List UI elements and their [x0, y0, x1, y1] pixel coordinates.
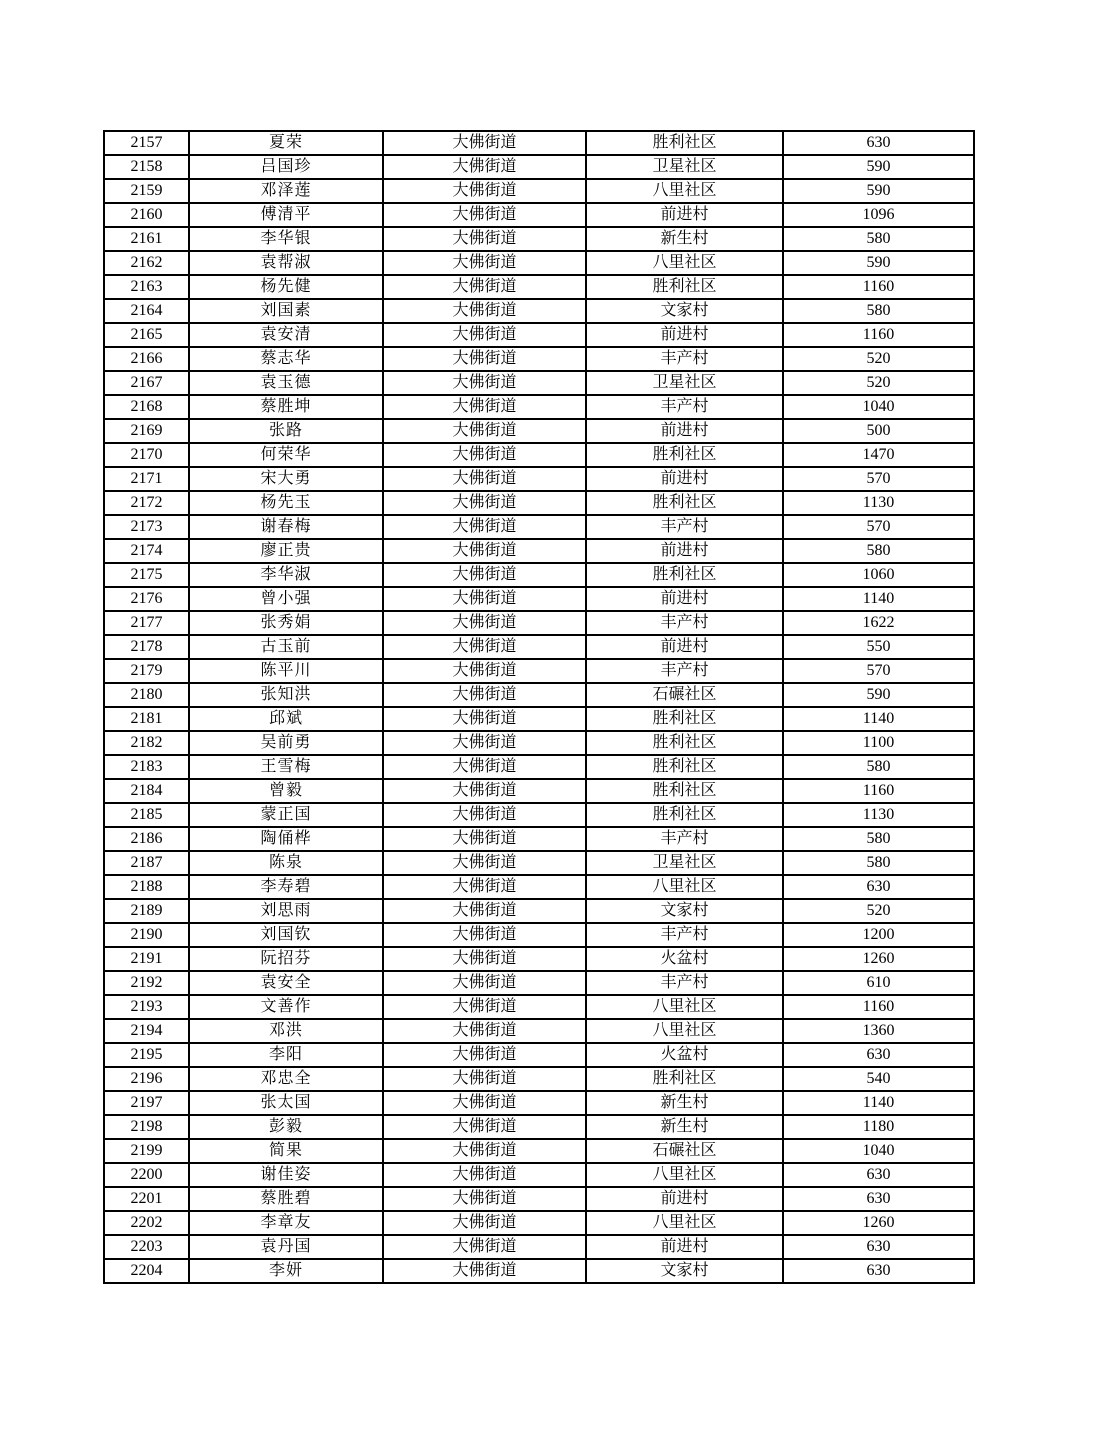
cell-person-name: 吕国珍 [189, 155, 383, 179]
cell-amount: 520 [783, 347, 974, 371]
cell-person-name: 陈泉 [189, 851, 383, 875]
cell-street: 大佛街道 [383, 467, 586, 491]
cell-serial-number: 2164 [104, 299, 189, 323]
cell-street: 大佛街道 [383, 1091, 586, 1115]
table-row [104, 443, 974, 467]
cell-community: 前进村 [586, 1235, 783, 1259]
cell-community: 八里社区 [586, 1163, 783, 1187]
table-row [104, 851, 974, 875]
cell-community: 胜利社区 [586, 491, 783, 515]
cell-amount: 1160 [783, 275, 974, 299]
cell-street: 大佛街道 [383, 251, 586, 275]
cell-amount: 1040 [783, 395, 974, 419]
cell-street: 大佛街道 [383, 419, 586, 443]
cell-serial-number: 2169 [104, 419, 189, 443]
cell-amount: 630 [783, 1163, 974, 1187]
cell-community: 胜利社区 [586, 131, 783, 155]
cell-amount: 1180 [783, 1115, 974, 1139]
table-row [104, 1187, 974, 1211]
table-row [104, 491, 974, 515]
cell-community: 文家村 [586, 299, 783, 323]
roster-table [103, 130, 975, 1284]
cell-amount: 580 [783, 827, 974, 851]
cell-person-name: 蔡胜碧 [189, 1187, 383, 1211]
table-row [104, 395, 974, 419]
cell-amount: 1160 [783, 995, 974, 1019]
cell-serial-number: 2183 [104, 755, 189, 779]
cell-street: 大佛街道 [383, 227, 586, 251]
cell-person-name: 廖正贵 [189, 539, 383, 563]
cell-serial-number: 2175 [104, 563, 189, 587]
table-row [104, 587, 974, 611]
table-row [104, 371, 974, 395]
cell-street: 大佛街道 [383, 707, 586, 731]
cell-street: 大佛街道 [383, 203, 586, 227]
cell-community: 火盆村 [586, 1043, 783, 1067]
cell-amount: 1260 [783, 1211, 974, 1235]
cell-person-name: 袁安清 [189, 323, 383, 347]
cell-community: 石碾社区 [586, 683, 783, 707]
cell-serial-number: 2160 [104, 203, 189, 227]
cell-person-name: 李妍 [189, 1259, 383, 1283]
cell-community: 前进村 [586, 419, 783, 443]
table-row [104, 1259, 974, 1283]
cell-person-name: 蒙正国 [189, 803, 383, 827]
cell-community: 胜利社区 [586, 755, 783, 779]
cell-street: 大佛街道 [383, 323, 586, 347]
cell-community: 卫星社区 [586, 371, 783, 395]
cell-serial-number: 2199 [104, 1139, 189, 1163]
cell-serial-number: 2157 [104, 131, 189, 155]
cell-street: 大佛街道 [383, 1139, 586, 1163]
cell-serial-number: 2195 [104, 1043, 189, 1067]
cell-amount: 1160 [783, 323, 974, 347]
cell-person-name: 张秀娟 [189, 611, 383, 635]
cell-person-name: 蔡胜坤 [189, 395, 383, 419]
cell-person-name: 夏荣 [189, 131, 383, 155]
cell-community: 丰产村 [586, 347, 783, 371]
cell-community: 八里社区 [586, 875, 783, 899]
cell-person-name: 邓忠全 [189, 1067, 383, 1091]
cell-person-name: 文善作 [189, 995, 383, 1019]
cell-street: 大佛街道 [383, 659, 586, 683]
cell-serial-number: 2173 [104, 515, 189, 539]
table-row [104, 155, 974, 179]
cell-community: 丰产村 [586, 395, 783, 419]
cell-community: 卫星社区 [586, 851, 783, 875]
cell-amount: 1160 [783, 779, 974, 803]
cell-community: 胜利社区 [586, 275, 783, 299]
cell-amount: 1140 [783, 587, 974, 611]
cell-community: 八里社区 [586, 1019, 783, 1043]
cell-street: 大佛街道 [383, 1187, 586, 1211]
cell-community: 丰产村 [586, 923, 783, 947]
cell-amount: 520 [783, 371, 974, 395]
table-row [104, 1091, 974, 1115]
table-row [104, 995, 974, 1019]
cell-street: 大佛街道 [383, 1163, 586, 1187]
cell-amount: 1470 [783, 443, 974, 467]
cell-community: 八里社区 [586, 995, 783, 1019]
cell-serial-number: 2196 [104, 1067, 189, 1091]
cell-community: 胜利社区 [586, 779, 783, 803]
cell-serial-number: 2202 [104, 1211, 189, 1235]
cell-amount: 590 [783, 179, 974, 203]
cell-community: 八里社区 [586, 179, 783, 203]
cell-serial-number: 2161 [104, 227, 189, 251]
table-row [104, 251, 974, 275]
cell-serial-number: 2200 [104, 1163, 189, 1187]
roster-table-body [104, 131, 974, 1283]
cell-community: 文家村 [586, 899, 783, 923]
cell-serial-number: 2174 [104, 539, 189, 563]
cell-amount: 630 [783, 1235, 974, 1259]
cell-community: 前进村 [586, 1187, 783, 1211]
cell-serial-number: 2166 [104, 347, 189, 371]
cell-serial-number: 2197 [104, 1091, 189, 1115]
table-row [104, 563, 974, 587]
table-row [104, 203, 974, 227]
cell-community: 胜利社区 [586, 731, 783, 755]
cell-serial-number: 2163 [104, 275, 189, 299]
cell-amount: 580 [783, 299, 974, 323]
table-row [104, 1139, 974, 1163]
cell-serial-number: 2181 [104, 707, 189, 731]
cell-person-name: 何荣华 [189, 443, 383, 467]
cell-amount: 630 [783, 1187, 974, 1211]
cell-person-name: 王雪梅 [189, 755, 383, 779]
cell-person-name: 袁丹国 [189, 1235, 383, 1259]
cell-amount: 630 [783, 131, 974, 155]
cell-serial-number: 2188 [104, 875, 189, 899]
cell-community: 前进村 [586, 539, 783, 563]
cell-community: 丰产村 [586, 611, 783, 635]
cell-community: 丰产村 [586, 659, 783, 683]
cell-community: 新生村 [586, 227, 783, 251]
cell-street: 大佛街道 [383, 851, 586, 875]
cell-serial-number: 2190 [104, 923, 189, 947]
cell-person-name: 李寿碧 [189, 875, 383, 899]
cell-street: 大佛街道 [383, 1211, 586, 1235]
table-row [104, 275, 974, 299]
table-row [104, 971, 974, 995]
cell-amount: 1130 [783, 491, 974, 515]
cell-amount: 540 [783, 1067, 974, 1091]
cell-person-name: 简果 [189, 1139, 383, 1163]
cell-amount: 570 [783, 659, 974, 683]
cell-person-name: 傅清平 [189, 203, 383, 227]
cell-street: 大佛街道 [383, 563, 586, 587]
cell-community: 八里社区 [586, 251, 783, 275]
cell-amount: 580 [783, 851, 974, 875]
table-row [104, 539, 974, 563]
cell-street: 大佛街道 [383, 587, 586, 611]
table-row [104, 947, 974, 971]
cell-person-name: 李阳 [189, 1043, 383, 1067]
cell-person-name: 张路 [189, 419, 383, 443]
cell-street: 大佛街道 [383, 779, 586, 803]
cell-street: 大佛街道 [383, 347, 586, 371]
cell-street: 大佛街道 [383, 875, 586, 899]
cell-amount: 590 [783, 155, 974, 179]
cell-street: 大佛街道 [383, 947, 586, 971]
cell-street: 大佛街道 [383, 1259, 586, 1283]
table-row [104, 131, 974, 155]
cell-person-name: 曾毅 [189, 779, 383, 803]
table-row [104, 1235, 974, 1259]
cell-person-name: 李章友 [189, 1211, 383, 1235]
cell-amount: 1140 [783, 707, 974, 731]
cell-street: 大佛街道 [383, 971, 586, 995]
cell-person-name: 袁安全 [189, 971, 383, 995]
table-row [104, 1043, 974, 1067]
cell-amount: 630 [783, 875, 974, 899]
cell-amount: 1040 [783, 1139, 974, 1163]
cell-serial-number: 2158 [104, 155, 189, 179]
cell-serial-number: 2180 [104, 683, 189, 707]
table-row [104, 1211, 974, 1235]
cell-amount: 1260 [783, 947, 974, 971]
cell-street: 大佛街道 [383, 1067, 586, 1091]
table-row [104, 1115, 974, 1139]
cell-serial-number: 2201 [104, 1187, 189, 1211]
cell-street: 大佛街道 [383, 995, 586, 1019]
cell-serial-number: 2182 [104, 731, 189, 755]
table-row [104, 803, 974, 827]
cell-serial-number: 2167 [104, 371, 189, 395]
cell-community: 胜利社区 [586, 563, 783, 587]
table-row [104, 899, 974, 923]
cell-amount: 520 [783, 899, 974, 923]
cell-person-name: 刘思雨 [189, 899, 383, 923]
cell-serial-number: 2172 [104, 491, 189, 515]
table-row [104, 419, 974, 443]
cell-serial-number: 2165 [104, 323, 189, 347]
cell-person-name: 曾小强 [189, 587, 383, 611]
cell-street: 大佛街道 [383, 683, 586, 707]
cell-community: 前进村 [586, 203, 783, 227]
cell-street: 大佛街道 [383, 491, 586, 515]
cell-person-name: 谢春梅 [189, 515, 383, 539]
cell-serial-number: 2191 [104, 947, 189, 971]
cell-community: 前进村 [586, 587, 783, 611]
cell-street: 大佛街道 [383, 515, 586, 539]
cell-serial-number: 2162 [104, 251, 189, 275]
cell-serial-number: 2189 [104, 899, 189, 923]
cell-person-name: 彭毅 [189, 1115, 383, 1139]
table-row [104, 707, 974, 731]
cell-community: 卫星社区 [586, 155, 783, 179]
cell-serial-number: 2204 [104, 1259, 189, 1283]
cell-person-name: 邓泽莲 [189, 179, 383, 203]
table-row [104, 755, 974, 779]
table-row [104, 635, 974, 659]
cell-amount: 1140 [783, 1091, 974, 1115]
cell-amount: 580 [783, 227, 974, 251]
cell-person-name: 古玉前 [189, 635, 383, 659]
table-row [104, 347, 974, 371]
cell-person-name: 刘国钦 [189, 923, 383, 947]
cell-serial-number: 2203 [104, 1235, 189, 1259]
cell-community: 丰产村 [586, 515, 783, 539]
cell-serial-number: 2186 [104, 827, 189, 851]
cell-amount: 1622 [783, 611, 974, 635]
cell-community: 火盆村 [586, 947, 783, 971]
cell-street: 大佛街道 [383, 155, 586, 179]
cell-community: 胜利社区 [586, 803, 783, 827]
cell-community: 丰产村 [586, 971, 783, 995]
table-row [104, 731, 974, 755]
cell-street: 大佛街道 [383, 1115, 586, 1139]
cell-community: 八里社区 [586, 1211, 783, 1235]
cell-street: 大佛街道 [383, 899, 586, 923]
cell-person-name: 杨先玉 [189, 491, 383, 515]
table-row [104, 659, 974, 683]
cell-person-name: 陶俑桦 [189, 827, 383, 851]
cell-street: 大佛街道 [383, 611, 586, 635]
cell-person-name: 邱斌 [189, 707, 383, 731]
cell-person-name: 谢佳姿 [189, 1163, 383, 1187]
cell-person-name: 陈平川 [189, 659, 383, 683]
table-row [104, 467, 974, 491]
cell-person-name: 张知洪 [189, 683, 383, 707]
cell-street: 大佛街道 [383, 299, 586, 323]
cell-street: 大佛街道 [383, 1043, 586, 1067]
cell-community: 丰产村 [586, 827, 783, 851]
cell-serial-number: 2159 [104, 179, 189, 203]
cell-serial-number: 2176 [104, 587, 189, 611]
table-row [104, 1163, 974, 1187]
cell-amount: 1360 [783, 1019, 974, 1043]
cell-amount: 630 [783, 1043, 974, 1067]
cell-amount: 630 [783, 1259, 974, 1283]
cell-street: 大佛街道 [383, 803, 586, 827]
cell-amount: 610 [783, 971, 974, 995]
cell-person-name: 张太国 [189, 1091, 383, 1115]
cell-street: 大佛街道 [383, 755, 586, 779]
cell-street: 大佛街道 [383, 275, 586, 299]
cell-serial-number: 2171 [104, 467, 189, 491]
cell-amount: 500 [783, 419, 974, 443]
cell-street: 大佛街道 [383, 539, 586, 563]
table-row [104, 299, 974, 323]
cell-amount: 550 [783, 635, 974, 659]
table-row [104, 1019, 974, 1043]
cell-community: 石碾社区 [586, 1139, 783, 1163]
cell-person-name: 蔡志华 [189, 347, 383, 371]
cell-serial-number: 2177 [104, 611, 189, 635]
cell-community: 胜利社区 [586, 443, 783, 467]
cell-person-name: 刘国素 [189, 299, 383, 323]
cell-community: 新生村 [586, 1115, 783, 1139]
cell-person-name: 袁帮淑 [189, 251, 383, 275]
cell-street: 大佛街道 [383, 131, 586, 155]
cell-street: 大佛街道 [383, 635, 586, 659]
cell-serial-number: 2170 [104, 443, 189, 467]
cell-amount: 1096 [783, 203, 974, 227]
table-row [104, 323, 974, 347]
cell-street: 大佛街道 [383, 179, 586, 203]
cell-street: 大佛街道 [383, 731, 586, 755]
cell-serial-number: 2179 [104, 659, 189, 683]
cell-community: 胜利社区 [586, 707, 783, 731]
cell-person-name: 杨先健 [189, 275, 383, 299]
table-row [104, 179, 974, 203]
cell-community: 前进村 [586, 635, 783, 659]
table-row [104, 515, 974, 539]
cell-serial-number: 2193 [104, 995, 189, 1019]
cell-person-name: 袁玉德 [189, 371, 383, 395]
cell-street: 大佛街道 [383, 371, 586, 395]
cell-serial-number: 2168 [104, 395, 189, 419]
cell-street: 大佛街道 [383, 1019, 586, 1043]
cell-amount: 580 [783, 755, 974, 779]
cell-serial-number: 2187 [104, 851, 189, 875]
cell-community: 文家村 [586, 1259, 783, 1283]
cell-person-name: 宋大勇 [189, 467, 383, 491]
cell-amount: 1060 [783, 563, 974, 587]
cell-person-name: 邓洪 [189, 1019, 383, 1043]
cell-amount: 580 [783, 539, 974, 563]
table-row [104, 611, 974, 635]
cell-community: 胜利社区 [586, 1067, 783, 1091]
cell-amount: 590 [783, 251, 974, 275]
cell-serial-number: 2185 [104, 803, 189, 827]
cell-street: 大佛街道 [383, 443, 586, 467]
cell-person-name: 李华淑 [189, 563, 383, 587]
cell-street: 大佛街道 [383, 923, 586, 947]
cell-street: 大佛街道 [383, 395, 586, 419]
table-row [104, 683, 974, 707]
cell-amount: 1100 [783, 731, 974, 755]
cell-community: 新生村 [586, 1091, 783, 1115]
cell-street: 大佛街道 [383, 1235, 586, 1259]
table-row [104, 1067, 974, 1091]
cell-amount: 590 [783, 683, 974, 707]
table-row [104, 923, 974, 947]
cell-serial-number: 2198 [104, 1115, 189, 1139]
cell-person-name: 李华银 [189, 227, 383, 251]
cell-serial-number: 2194 [104, 1019, 189, 1043]
cell-serial-number: 2192 [104, 971, 189, 995]
cell-street: 大佛街道 [383, 827, 586, 851]
cell-amount: 570 [783, 467, 974, 491]
cell-person-name: 吴前勇 [189, 731, 383, 755]
table-row [104, 227, 974, 251]
cell-serial-number: 2184 [104, 779, 189, 803]
table-row [104, 875, 974, 899]
cell-amount: 1130 [783, 803, 974, 827]
table-row [104, 779, 974, 803]
table-row [104, 827, 974, 851]
cell-serial-number: 2178 [104, 635, 189, 659]
cell-amount: 570 [783, 515, 974, 539]
cell-community: 前进村 [586, 467, 783, 491]
cell-amount: 1200 [783, 923, 974, 947]
cell-person-name: 阮招芬 [189, 947, 383, 971]
cell-community: 前进村 [586, 323, 783, 347]
